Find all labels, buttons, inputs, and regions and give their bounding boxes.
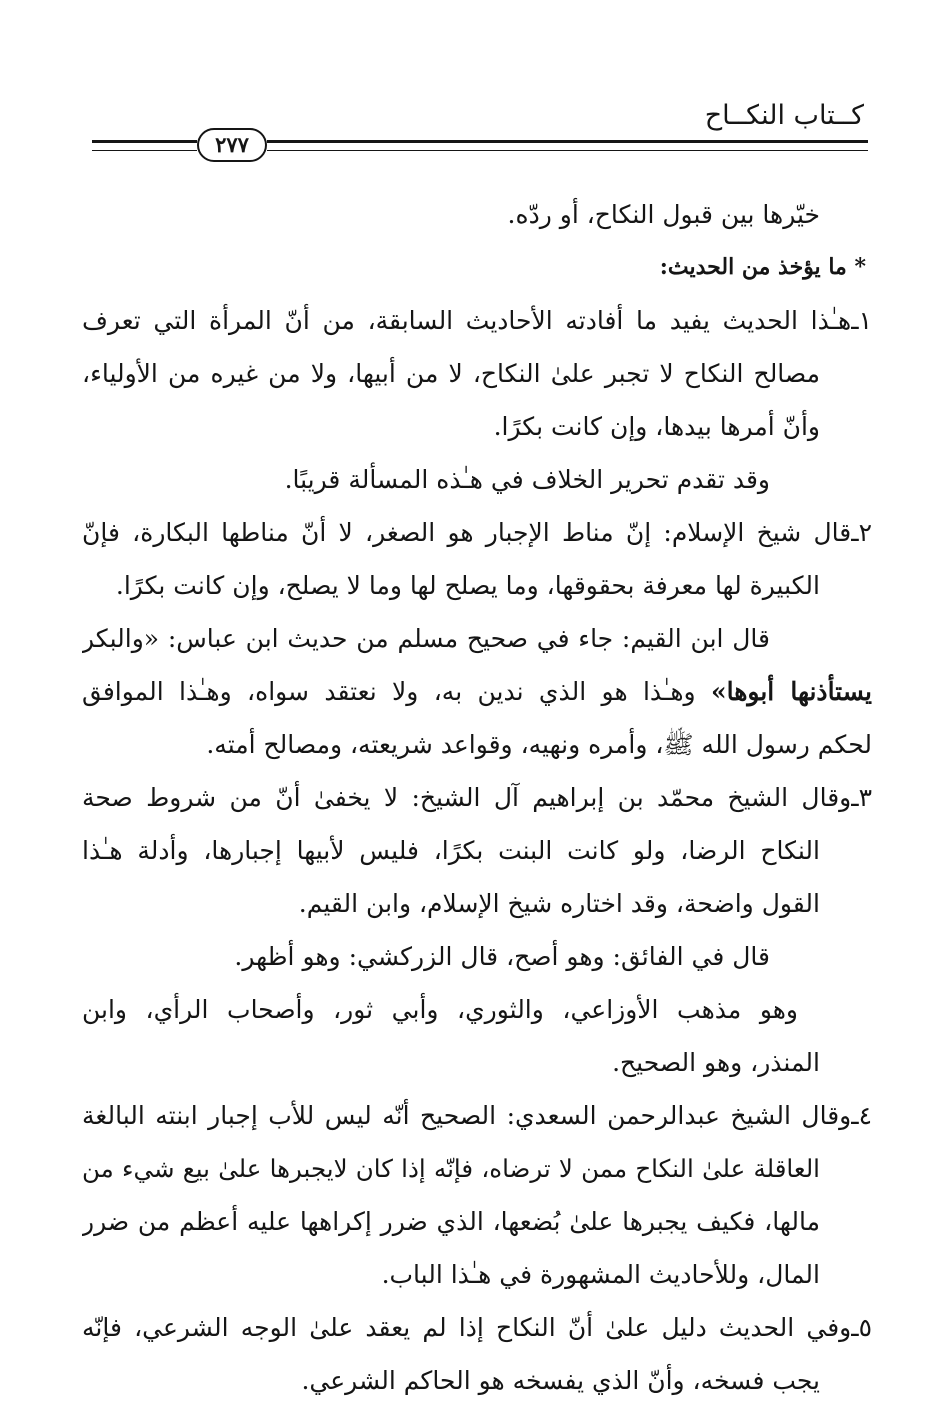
text-line: الكبيرة لها معرفة بحقوقها، وما يصلح لها وما لا يصلح، وإن كانت بكرًا. xyxy=(115,571,820,600)
quote-bold: يستأذنها أبوها» xyxy=(710,677,872,706)
text-line: وقد تقدم تحرير الخلاف في هـٰذه المسألة قريبًا. xyxy=(284,465,770,494)
body-text xyxy=(82,188,872,1407)
text-line: القول واضحة، وقد اختاره شيخ الإسلام، وابن القيم. xyxy=(298,889,820,918)
section-heading: * ما يؤخذ من الحديث: xyxy=(659,254,866,280)
item-number: ٣ـ xyxy=(851,783,872,812)
book-title: كــتاب النكــاح xyxy=(704,100,864,131)
text-line: المنذر، وهو الصحيح. xyxy=(612,1048,820,1077)
text-line: يستأذنها أبوها» وهـٰذا هو الذي ندين به، ولا نعتقد سواه، وهـٰذا الموافق xyxy=(82,677,872,706)
text-line: مصالح النكاح لا تجبر علىٰ النكاح، لا من أبيها، ولا من غيره من الأولياء، xyxy=(82,359,820,388)
text-line: النكاح الرضا، ولو كانت البنت بكرًا، فليس لأبيها إجبارها، وأدلة هـٰذا xyxy=(82,836,820,865)
text-line: خيّرها بين قبول النكاح، أو ردّه. xyxy=(507,200,820,229)
text-line: وهو مذهب الأوزاعي، والثوري، وأبي ثور، وأصحاب الرأي، وابن xyxy=(82,995,798,1024)
text-line: يجب فسخه، وأنّ الذي يفسخه هو الحاكم الشرعي. xyxy=(301,1366,820,1395)
item-number: ١ـ xyxy=(851,306,872,335)
list-item-3-line: ٣ـوقال الشيخ محمّد بن إبراهيم آل الشيخ: لا يخفىٰ أنّ من شروط صحة xyxy=(82,771,872,824)
header-rule-left xyxy=(92,140,197,151)
text-line: لحكم رسول الله ﷺ، وأمره ونهيه، وقواعد شريعته، ومصالح أمته. xyxy=(206,730,872,759)
item-number: ٥ـ xyxy=(851,1313,872,1342)
list-item-2-line: ٢ـقال شيخ الإسلام: إنّ مناط الإجبار هو الصغر، لا أنّ مناطها البكارة، فإنّ xyxy=(82,506,872,559)
text-line: وأنّ أمرها بيدها، وإن كانت بكرًا. xyxy=(493,412,820,441)
text-line: قال في الفائق: وهو أصح، قال الزركشي: وهو أظهر. xyxy=(234,942,770,971)
text-line: قال ابن القيم: جاء في صحيح مسلم من حديث ابن عباس: «والبكر xyxy=(82,624,770,653)
list-item-1-line: ١ـهـٰذا الحديث يفيد ما أفادته الأحاديث السابقة، من أنّ المرأة التي تعرف xyxy=(82,294,872,347)
item-number: ٢ـ xyxy=(851,518,872,547)
text-line: المال، وللأحاديث المشهورة في هـٰذا الباب. xyxy=(381,1260,820,1289)
running-header xyxy=(92,96,868,166)
page-number: ٢٧٧ xyxy=(197,128,267,162)
text-line: العاقلة علىٰ النكاح ممن لا ترضاه، فإنّه إذا كان لايجبرها علىٰ بيع شيء من xyxy=(82,1154,820,1183)
header-rule-right xyxy=(267,140,868,151)
text-line: مالها، فكيف يجبرها علىٰ بُضعها، الذي ضرر إكراهها عليه أعظم من ضرر xyxy=(82,1207,820,1236)
list-item-4-line: ٤ـوقال الشيخ عبدالرحمن السعدي: الصحيح أنّه ليس للأب إجبار ابنته البالغة xyxy=(82,1089,872,1142)
list-item-5-line: ٥ـوفي الحديث دليل علىٰ أنّ النكاح إذا لم يعقد علىٰ الوجه الشرعي، فإنّه xyxy=(82,1301,872,1354)
item-number: ٤ـ xyxy=(851,1101,872,1130)
